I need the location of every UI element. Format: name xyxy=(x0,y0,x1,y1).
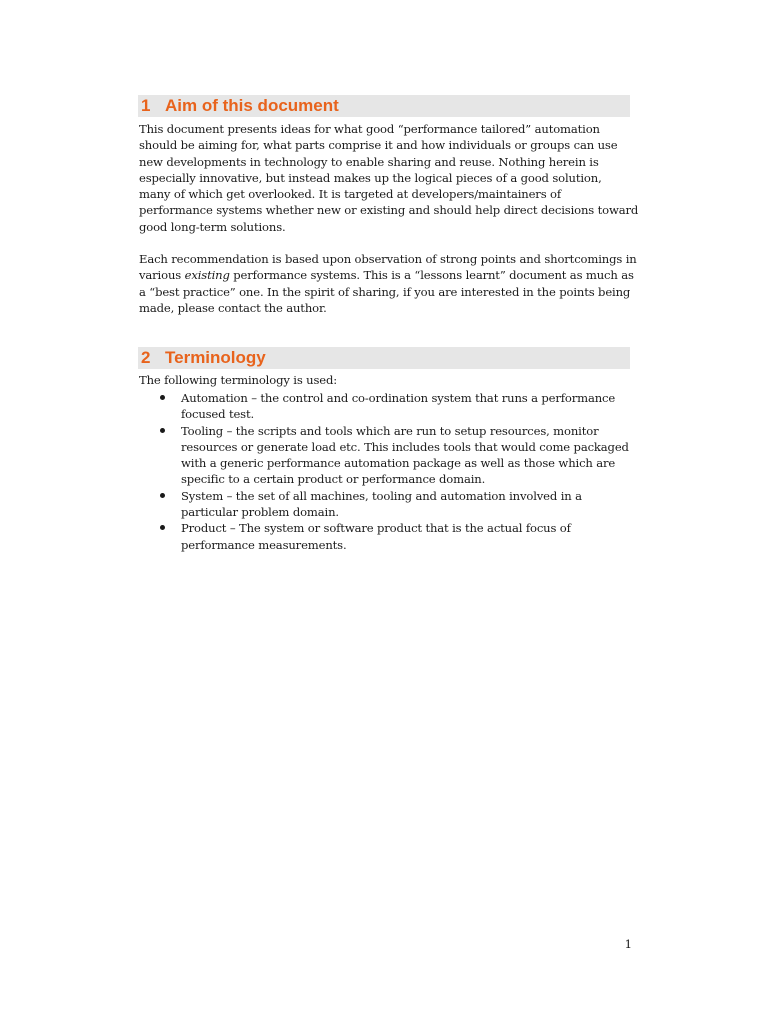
text-line: This document presents ideas for what good “performance tailored” automation xyxy=(139,122,600,136)
text-line: performance measurements. xyxy=(181,537,347,552)
text-line: many of which get overlooked. It is targeted at developers/maintainers of xyxy=(139,187,562,202)
text-line: Automation – the control and co-ordination system that runs a performance xyxy=(181,391,616,405)
list-item xyxy=(139,390,631,423)
text-line: System – the set of all machines, tooling and automation involved in a xyxy=(181,488,582,503)
text-line: with a generic performance automation package as well as those which are xyxy=(181,456,616,471)
text-line: specific to a certain product or performance domain. xyxy=(181,472,486,487)
section-number: 1 xyxy=(141,96,151,115)
bullet-icon xyxy=(160,395,165,400)
text-line: resources or generate load etc. This includes tools that would come packaged xyxy=(181,439,629,454)
page-number: 1 xyxy=(624,937,632,951)
aim-paragraph-2 xyxy=(139,251,637,316)
bullet-icon xyxy=(160,428,165,433)
emphasis-text: existing xyxy=(184,268,230,283)
text-line: especially innovative, but instead makes up the logical pieces of a good solution, xyxy=(139,170,602,185)
text-line: focused test. xyxy=(181,407,255,422)
list-item xyxy=(139,520,631,553)
terminology-intro xyxy=(139,372,631,388)
text-line: The following terminology is used: xyxy=(139,373,338,387)
bullet-icon xyxy=(160,493,165,498)
section-title: Terminology xyxy=(165,348,266,367)
section-heading-aim xyxy=(138,95,630,117)
text-run: various xyxy=(139,268,185,283)
bullet-icon xyxy=(160,525,165,530)
text-line: Each recommendation is based upon observation of strong points and shortcomings in xyxy=(139,252,637,266)
terminology-list xyxy=(139,390,631,553)
text-line: new developments in technology to enable sharing and reuse. Nothing herein is xyxy=(139,154,599,169)
aim-paragraph-1 xyxy=(139,121,639,235)
text-line: Tooling – the scripts and tools which are run to setup resources, monitor xyxy=(181,423,599,438)
text-run: performance systems. This is a “lessons learnt” document as much as xyxy=(229,268,634,283)
text-line: made, please contact the author. xyxy=(139,300,327,315)
section-number: 2 xyxy=(141,348,151,367)
section-title: Aim of this document xyxy=(165,96,339,115)
text-line: particular problem domain. xyxy=(181,505,339,520)
text-line: performance systems whether new or existing and should help direct decisions toward xyxy=(139,203,639,218)
text-line: Product – The system or software product that is the actual focus of xyxy=(181,521,571,536)
text-line: should be aiming for, what parts comprise it and how individuals or groups can use xyxy=(139,138,618,153)
text-line: a “best practice” one. In the spirit of sharing, if you are interested in the points being xyxy=(139,284,631,299)
list-item xyxy=(139,488,631,521)
text-line: good long-term solutions. xyxy=(139,219,286,234)
list-item xyxy=(139,423,631,488)
section-heading-terminology xyxy=(138,347,630,369)
text-line xyxy=(139,267,634,283)
